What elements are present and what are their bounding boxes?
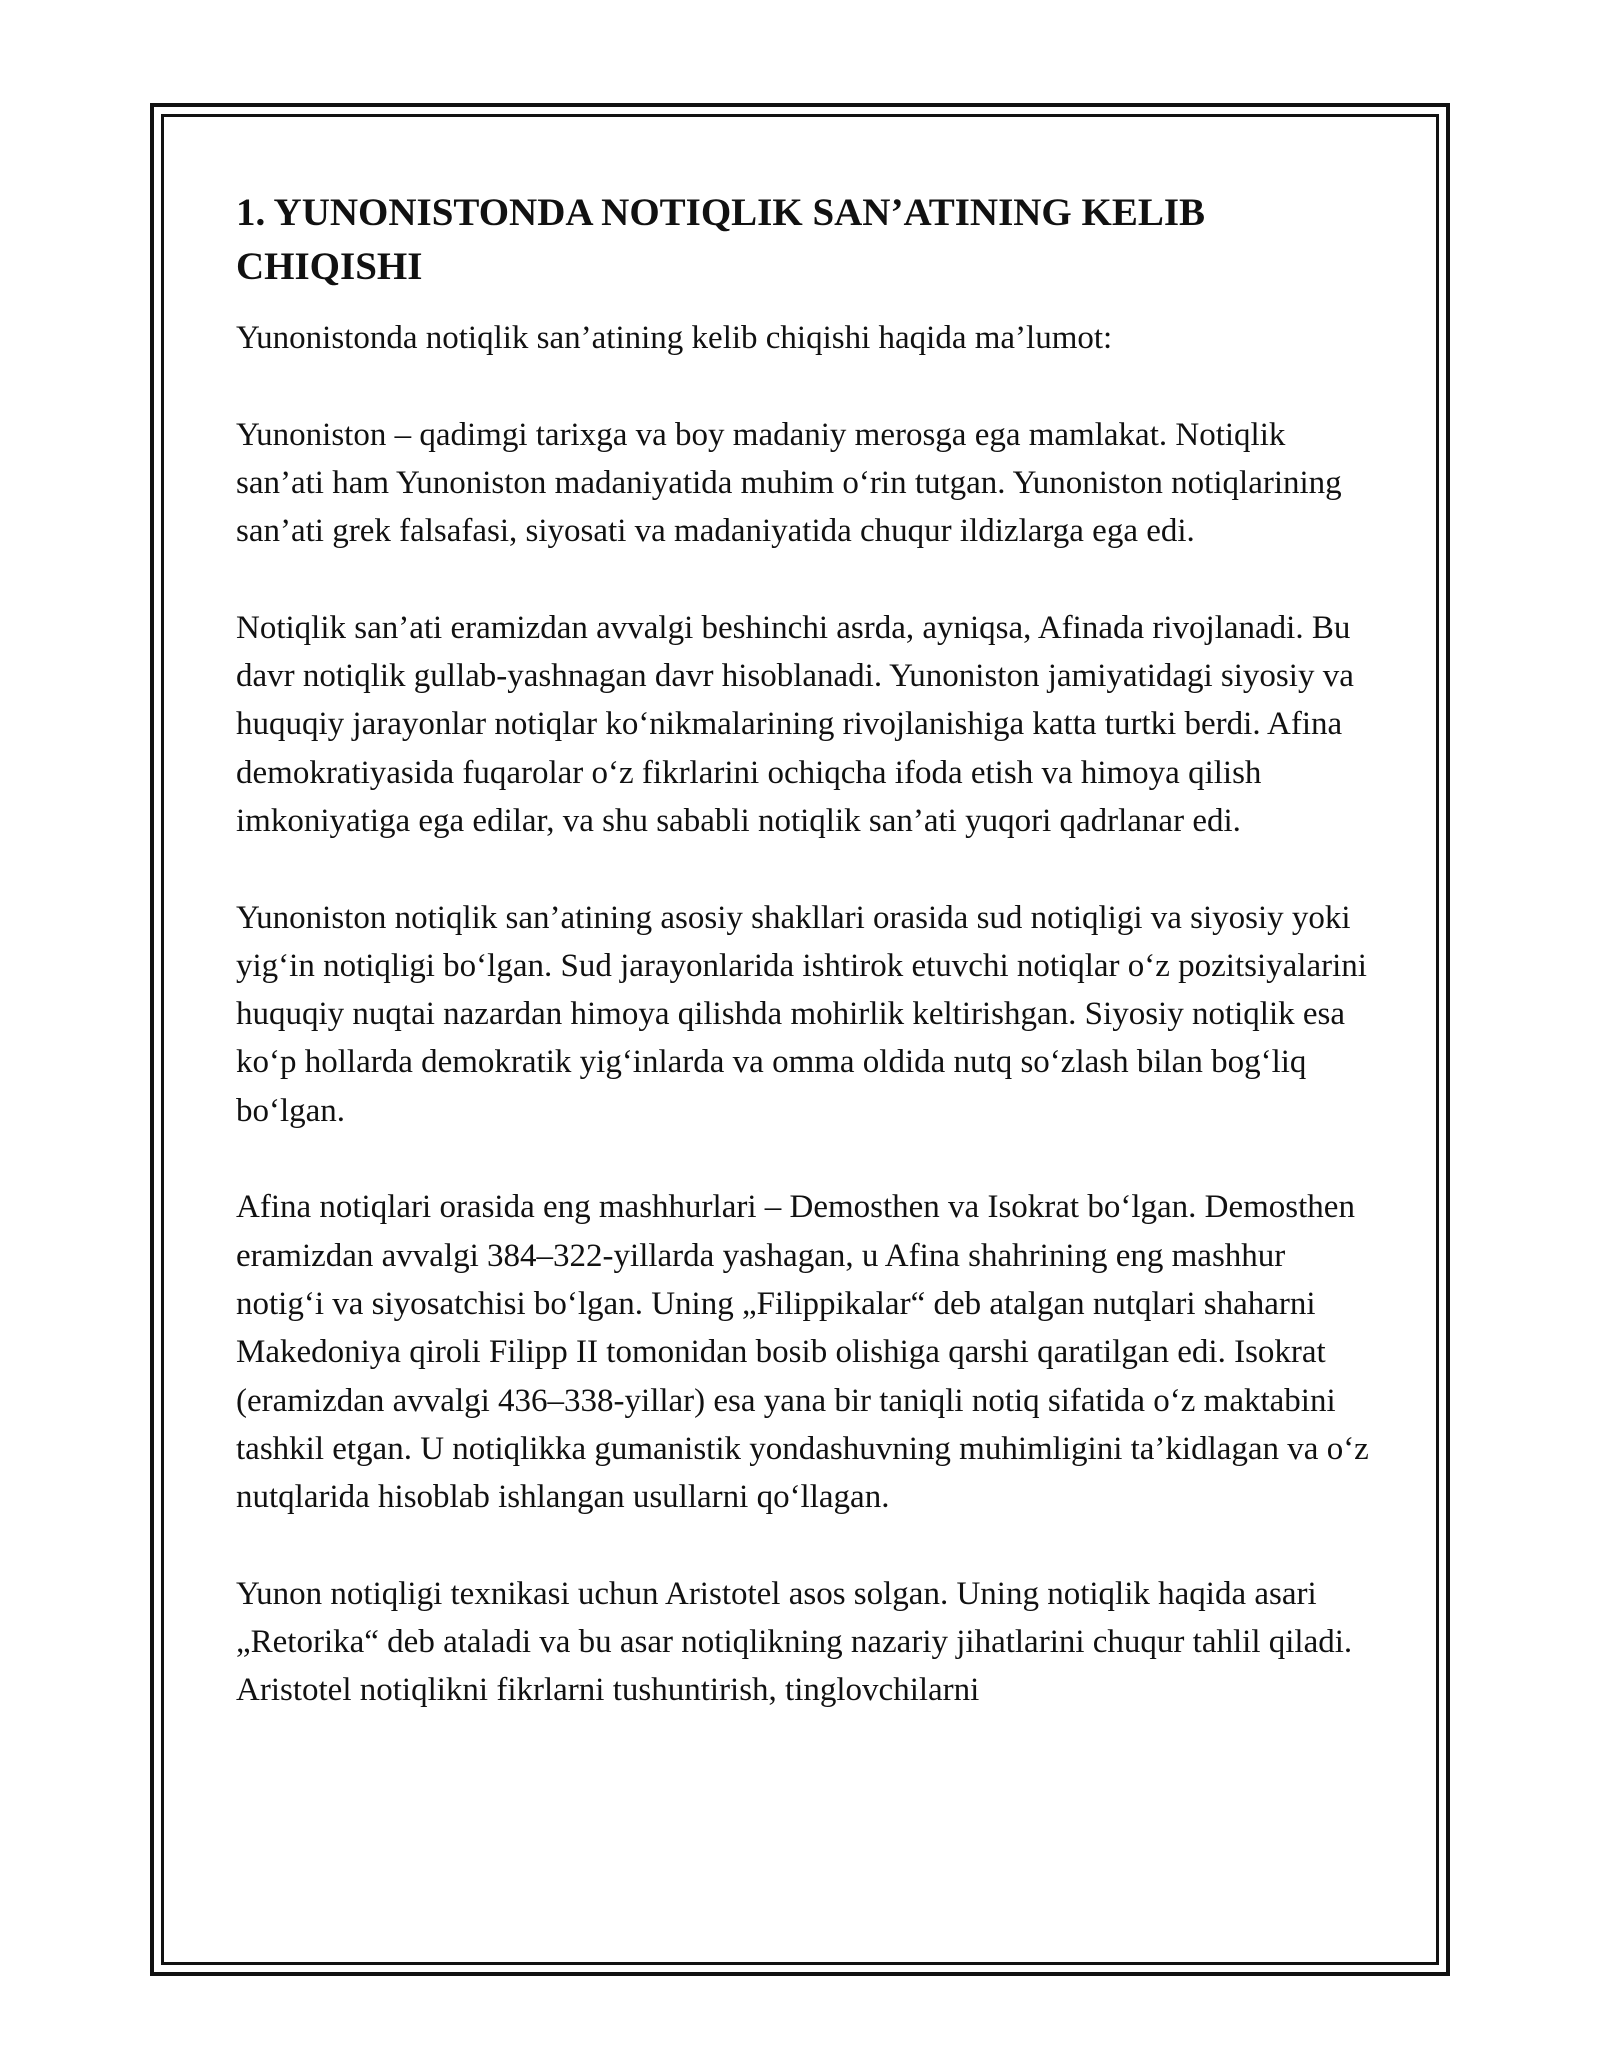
paragraph-1: Yunoniston – qadimgi tarixga va boy madaniy merosga ega mamlakat. Notiqlik san’ati ham Yunoniston madaniyatida muhim o‘rin tutgan. Yunoniston notiqlarining san’ati grek falsafasi, siyosati va madaniyatida chuqur ildizlarga ega edi. bbox=[236, 416, 1342, 550]
paragraph-4: Afina notiqlari orasida eng mashhurlari – Demosthen va Isokrat bo‘lgan. Demosthen eramizdan avvalgi 384–322-yillarda yashagan, u Afina shahrining eng mashhur notig‘i va siyosatchisi bo‘lgan. Uning „Filippikalar“ deb atalgan nutqlari shaharni Makedoniya qiroli Filipp II tomonidan bosib olishiga qarshi qaratilgan edi. Isokrat (eramizdan avvalgi 436–338-yillar) esa yana bir taniqli notiq sifatida o‘z maktabini tashkil etgan. U notiqlikka gumanistik yondashuvning muhimligini ta’kidlagan va o‘z nutqlarida hisoblab ishlangan usullarni qo‘llagan. bbox=[236, 1189, 1369, 1516]
intro-paragraph: Yunonistonda notiqlik san’atining kelib chiqishi haqida ma’lumot: bbox=[236, 320, 1113, 356]
paragraph-3: Yunoniston notiqlik san’atining asosiy shakllari orasida sud notiqligi va siyosiy yoki yig‘in notiqligi bo‘lgan. Sud jarayonlarida ishtirok etuvchi notiqlar o‘z pozitsiyalarini huquqiy nuqtai nazardan himoya qilishda mohirlik keltirishgan. Siyosiy notiqlik esa ko‘p hollarda demokratik yig‘inlarda va omma oldida nutq so‘zlash bilan bog‘liq bo‘lgan. bbox=[236, 899, 1367, 1129]
section-title: 1. YUNONISTONDA NOTIQLIK SAN’ATINING KELIB CHIQISHI bbox=[236, 191, 1206, 288]
document-body bbox=[236, 186, 1376, 1715]
paragraph-5: Yunon notiqligi texnikasi uchun Aristotel asos solgan. Uning notiqlik haqida asari „Retorika“ deb ataladi va bu asar notiqlikning nazariy jihatlarini chuqur tahlil qiladi. Aristotel notiqlikni fikrlarni tushuntirish, tinglovchilarni bbox=[236, 1575, 1353, 1709]
paragraph-2: Notiqlik san’ati eramizdan avvalgi beshinchi asrda, ayniqsa, Afinada rivojlanadi. Bu davr notiqlik gullab-yashnagan davr hisoblanadi. Yunoniston jamiyatidagi siyosiy va huquqiy jarayonlar notiqlar ko‘nikmalarining rivojlanishiga katta turtki berdi. Afina demokratiyasida fuqarolar o‘z fikrlarini ochiqcha ifoda etish va himoya qilish imkoniyatiga ega edilar, va shu sababli notiqlik san’ati yuqori qadrlanar edi. bbox=[236, 609, 1354, 839]
